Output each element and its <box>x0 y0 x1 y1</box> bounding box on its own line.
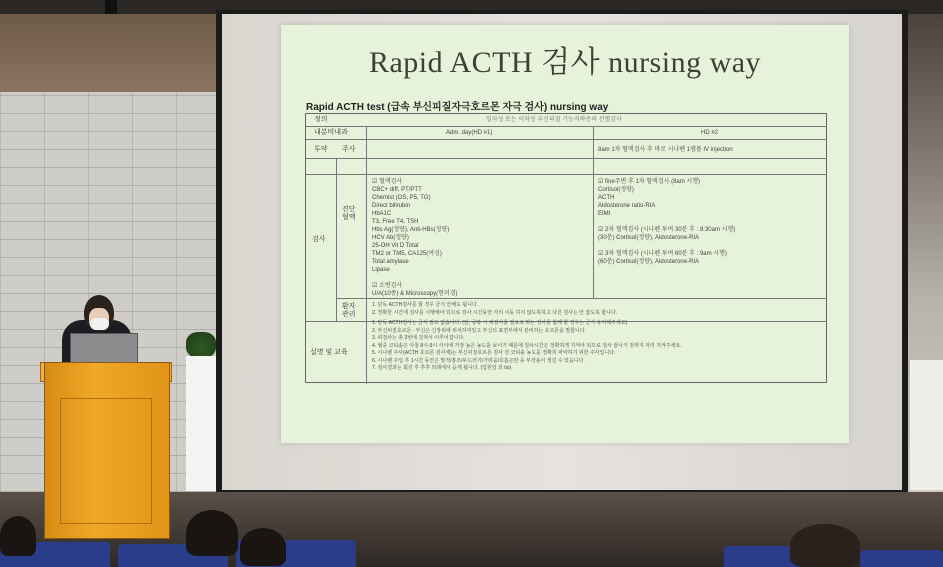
definition-label: 정의 <box>314 116 328 123</box>
column-hd2: HD #2 <box>701 130 719 136</box>
hd1-line: U/A(10종) & Microscopy(현미경) <box>372 291 458 297</box>
hd1-line <box>372 274 458 282</box>
plant <box>186 332 216 358</box>
injection-text: 8am 1차 혈액검사 후 바로 시나펜 1앰플 IV injection <box>598 147 733 153</box>
hd1-line: T3, Free T4, TSH <box>372 219 419 225</box>
hd2-test-list <box>598 178 735 266</box>
hd1-line: HCV Ab(정량) <box>372 235 409 241</box>
hd2-line <box>598 218 735 226</box>
diagnostic-blood-label: 진단 혈액 <box>342 206 356 221</box>
edu-line: 2. 정확한 시간에 검사를 시행해야 되므로 검사 시간동안 자리 이동 하지 않도록하고 다른 검사는 안 잡도록 합니다. <box>372 309 618 316</box>
hd2-line: ACTH <box>598 195 615 201</box>
department-label: 내분비내과 <box>314 129 348 136</box>
patient-care-label: 환자 관리 <box>342 303 356 318</box>
hd2-line: EIMI <box>598 211 611 217</box>
hd1-line: Lipase <box>372 267 390 273</box>
audience-seats <box>0 536 943 567</box>
plant-stand <box>186 356 216 491</box>
definition-text: 일차성 또는 이차성 부신피질 기능저하증의 선별검사 <box>486 117 622 123</box>
hd1-line: ☑ 혈액검사 <box>372 179 403 185</box>
edu-line: 1. 단독 ACTH검사를 할 경우 금식 안해도 됩니다. <box>372 302 479 308</box>
edu-line: 6. 시나펜 주입 후 1시간 동안은 발적/홍조/두드러기/가려움/호흡곤란 등 부작용이 생길 수 있습니다. <box>372 357 585 364</box>
right-stand <box>910 360 943 490</box>
audience-head <box>790 524 860 567</box>
face-mask <box>90 318 109 330</box>
hd2-line: Cortisol(정량) <box>598 187 634 193</box>
audience-head <box>186 510 238 556</box>
hd2-line: (30분) Cortisol(정량), Aldosterone-RIA <box>598 235 700 241</box>
education-list <box>372 302 682 373</box>
edu-line: 4. 혈중 코티솔은 아침 8시-9시 사이에 가장 높은 농도를 보이기 때문에 검사시간은 정확하게 지켜야 되므로 검사 끝나기 전까지 자리 지켜주세요. <box>372 342 682 349</box>
slide-subtitle: Rapid ACTH test (급속 부신피질자극호르몬 자극 검사) nursing way <box>306 102 609 113</box>
hd2-line: (60분) Cortisol(정량), Aldosterone-RIA <box>598 259 700 265</box>
hd1-test-list <box>372 178 458 298</box>
column-hd1: Adm. day(HD #1) <box>446 130 493 136</box>
education-label: 설명 및 교육 <box>310 349 348 356</box>
hd1-line: Direct bilirubin <box>372 203 411 209</box>
edu-line: 5. 시나펜 주사(ACTH 호르몬 검사제)는 부신피질호르몬 검사 전 코티솔 농도를 정확히 파악하기 위한 주사입니다. <box>372 350 616 356</box>
audience-head <box>0 516 36 556</box>
seat <box>860 550 943 567</box>
edu-line: 3. 피검사는 총 3번에 걸쳐서 이루어집니다. <box>372 335 465 341</box>
edu-line: 7. 검사결과는 회진 후 추후 외래에서 듣게 됩니다. (입원일 외 tiu) <box>372 365 512 371</box>
hd2-line: Aldosterone ratio-RIA <box>598 203 656 209</box>
wood-wall-panel <box>0 14 218 92</box>
hd1-line: 25-OH Vit D Total <box>372 243 419 249</box>
audience-head <box>240 528 286 566</box>
hd1-line: Hbs Ag(정량), Anti-HBs(정량) <box>372 227 450 233</box>
hd2-line: ☑ 3차 혈액검사 (시나펜 투여 60분 후 : 9am 시행) <box>598 251 727 257</box>
test-label: 검사 <box>312 236 326 243</box>
podium-panel <box>60 398 152 524</box>
medication-label: 투약 <box>314 146 328 153</box>
slide-title: Rapid ACTH 검사 nursing way <box>368 46 762 79</box>
hd2-line: ☑ 2차 혈액검사 (시나펜 투여 30분 후 : 8:30am 시행) <box>598 227 736 233</box>
hd1-line: ☑ 소변검사 <box>372 283 403 289</box>
laptop <box>70 333 138 365</box>
nursing-table <box>305 113 827 383</box>
edu-line: 2. 부신피질호르몬 : 부신은 신장위에 위치하며있고 부신의 표면부에서 분비하는 호르몬을 말합니다. <box>372 327 587 334</box>
hd1-line: TM2 or TM5, CA125(여성) <box>372 251 442 257</box>
hd1-line: HbA1C <box>372 211 392 217</box>
injection-label: 주사 <box>342 146 356 153</box>
hd1-line: Chemist (OS, P5, TG) <box>372 195 431 201</box>
hd2-line: ☑ fine주변 후 1차 혈액검사 (8am 시행) <box>598 179 701 185</box>
hd1-line: CBC+ diff, PT/PTT <box>372 187 422 193</box>
hd2-line <box>598 242 735 250</box>
presentation-slide <box>281 25 849 443</box>
edu-line: 1. 단독 ACTH검사는 금식 필요 없습니다. (단, 공복 시 피검사를 필요로 하는 검사를 함께 할 경우는 금식 유지해주세요) <box>372 320 628 326</box>
hd1-line: Total amylase <box>372 259 409 265</box>
